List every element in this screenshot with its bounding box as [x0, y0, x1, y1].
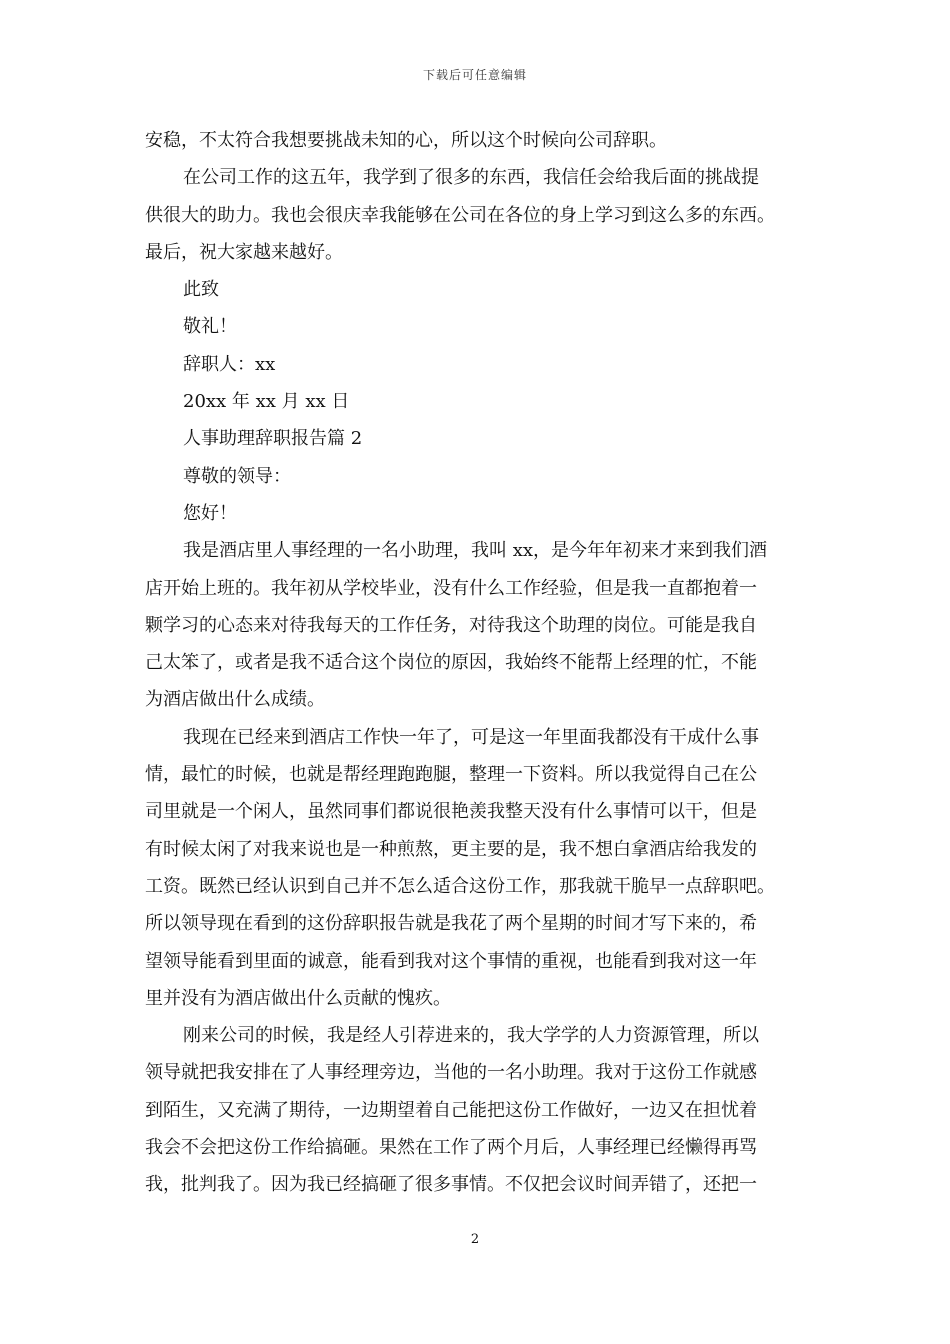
- text-line: 己太笨了，或者是我不适合这个岗位的原因，我始终不能帮上经理的忙，不能: [145, 652, 757, 674]
- text-line: 司里就是一个闲人，虽然同事们都说很艳羡我整天没有什么事情可以干，但是: [145, 801, 757, 823]
- text-line: 我现在已经来到酒店工作快一年了，可是这一年里面我都没有干成什么事: [183, 726, 759, 748]
- text-line: 工资。既然已经认识到自己并不怎么适合这份工作，那我就干脆早一点辞职吧。: [145, 875, 775, 897]
- text-line: 此致: [183, 279, 219, 301]
- text-line: 情，最忙的时候，也就是帮经理跑跑腿，整理一下资料。所以我觉得自己在公: [145, 764, 757, 786]
- text-line: 您好！: [183, 502, 237, 524]
- text-line: 我会不会把这份工作给搞砸。果然在工作了两个月后，人事经理已经懒得再骂: [145, 1137, 757, 1159]
- page-number: 2: [470, 1232, 480, 1247]
- text-line: 供很大的助力。我也会很庆幸我能够在公司在各位的身上学习到这么多的东西。: [145, 204, 775, 226]
- text-line: 敬礼！: [183, 316, 237, 338]
- text-line: 我，批判我了。因为我已经搞砸了很多事情。不仅把会议时间弄错了，还把一: [145, 1174, 757, 1196]
- text-line: 最后，祝大家越来越好。: [145, 241, 343, 263]
- text-line: 为酒店做出什么成绩。: [145, 689, 325, 711]
- text-line: 在公司工作的这五年，我学到了很多的东西，我信任会给我后面的挑战提: [183, 167, 759, 189]
- text-line: 望领导能看到里面的诚意，能看到我对这个事情的重视，也能看到我对这一年: [145, 950, 757, 972]
- text-line: 安稳，不太符合我想要挑战未知的心，所以这个时候向公司辞职。: [145, 130, 667, 151]
- page-header: 下载后可任意编辑: [422, 68, 527, 82]
- text-line: 人事助理辞职报告篇 2: [183, 428, 363, 450]
- text-line: 辞职人：xx: [183, 353, 276, 375]
- text-line: 刚来公司的时候，我是经人引荐进来的，我大学学的人力资源管理，所以: [183, 1025, 759, 1047]
- text-line: 里并没有为酒店做出什么贡献的愧疚。: [145, 987, 451, 1009]
- text-line: 尊敬的领导：: [183, 465, 291, 487]
- text-line: 颗学习的心态来对待我每天的工作任务，对待我这个助理的岗位。可能是我自: [145, 614, 757, 636]
- text-line: 20xx 年 xx 月 xx 日: [183, 391, 350, 413]
- text-line: 所以领导现在看到的这份辞职报告就是我花了两个星期的时间才写下来的，希: [145, 913, 757, 935]
- text-line: 领导就把我安排在了人事经理旁边，当他的一名小助理。我对于这份工作就感: [145, 1062, 757, 1084]
- text-line: 有时候太闲了对我来说也是一种煎熬，更主要的是，我不想白拿酒店给我发的: [145, 838, 757, 860]
- text-line: 店开始上班的。我年初从学校毕业，没有什么工作经验，但是我一直都抱着一: [145, 577, 757, 599]
- text-line: 我是酒店里人事经理的一名小助理，我叫 xx，是今年年初来才来到我们酒: [183, 540, 768, 562]
- text-line: 到陌生，又充满了期待，一边期望着自己能把这份工作做好，一边又在担忧着: [145, 1099, 757, 1121]
- document-body: [145, 122, 807, 1204]
